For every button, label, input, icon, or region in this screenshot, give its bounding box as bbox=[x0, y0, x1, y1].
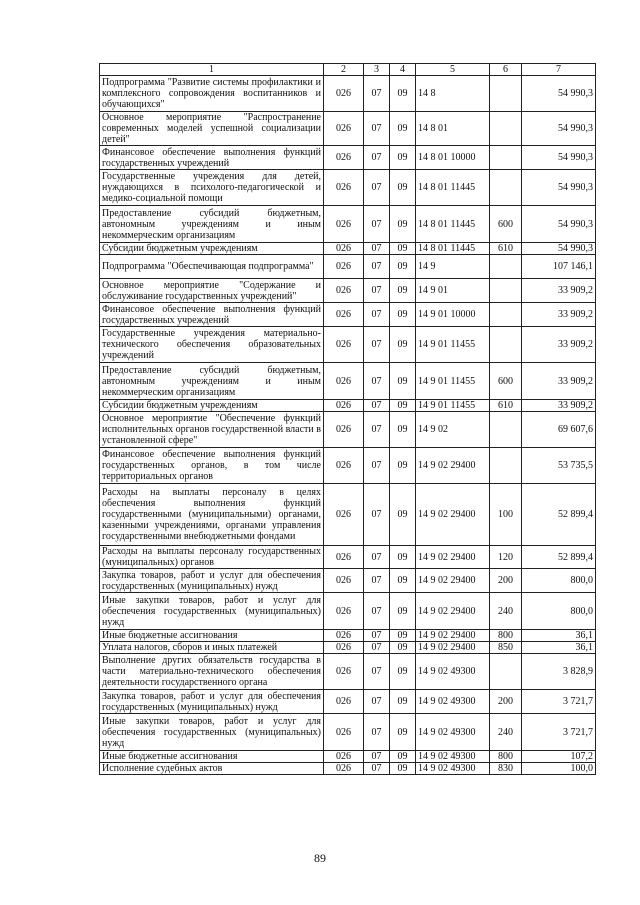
row-name: Государственные учреждения материально-технического обеспечения образовательных учреждений bbox=[100, 327, 324, 363]
table-row bbox=[100, 630, 596, 642]
subsection-code: 09 bbox=[390, 112, 416, 146]
ministry-code: 026 bbox=[324, 546, 364, 569]
section-code: 07 bbox=[364, 630, 390, 642]
expense-kind-code bbox=[490, 654, 522, 690]
row-name: Закупка товаров, работ и услуг для обеспечения государственных (муниципальных) нужд bbox=[100, 569, 324, 593]
expense-kind-code bbox=[490, 303, 522, 327]
row-name: Исполнение судебных актов bbox=[100, 763, 324, 775]
expense-kind-code bbox=[490, 255, 522, 279]
expense-kind-code bbox=[490, 112, 522, 146]
table-row bbox=[100, 412, 596, 448]
column-header: 2 bbox=[324, 64, 364, 76]
subsection-code: 09 bbox=[390, 206, 416, 243]
subsection-code: 09 bbox=[390, 146, 416, 170]
expense-kind-code: 610 bbox=[490, 243, 522, 255]
subsection-code: 09 bbox=[390, 327, 416, 363]
subsection-code: 09 bbox=[390, 751, 416, 763]
ministry-code: 026 bbox=[324, 243, 364, 255]
expense-kind-code bbox=[490, 170, 522, 206]
row-name: Финансовое обеспечение выполнения функций государственных учреждений bbox=[100, 303, 324, 327]
table-header bbox=[100, 64, 596, 76]
table-row bbox=[100, 448, 596, 484]
target-article-code: 14 8 bbox=[416, 76, 490, 112]
amount-value: 54 990,3 bbox=[522, 76, 596, 112]
section-code: 07 bbox=[364, 763, 390, 775]
amount-value: 54 990,3 bbox=[522, 206, 596, 243]
amount-value: 54 990,3 bbox=[522, 112, 596, 146]
amount-value: 54 990,3 bbox=[522, 170, 596, 206]
row-name: Иные бюджетные ассигнования bbox=[100, 751, 324, 763]
row-name: Иные бюджетные ассигнования bbox=[100, 630, 324, 642]
row-name: Подпрограмма "Обеспечивающая подпрограмма" bbox=[100, 255, 324, 279]
ministry-code: 026 bbox=[324, 400, 364, 412]
amount-value: 33 909,2 bbox=[522, 279, 596, 303]
amount-value: 53 735,5 bbox=[522, 448, 596, 484]
subsection-code: 09 bbox=[390, 255, 416, 279]
column-header: 5 bbox=[416, 64, 490, 76]
row-name: Выполнение других обязательств государства в части материально-технического обеспечения деятельности государственного органа bbox=[100, 654, 324, 690]
section-code: 07 bbox=[364, 243, 390, 255]
section-code: 07 bbox=[364, 484, 390, 546]
expense-kind-code: 200 bbox=[490, 569, 522, 593]
subsection-code: 09 bbox=[390, 412, 416, 448]
table-row bbox=[100, 279, 596, 303]
header-row bbox=[100, 64, 596, 76]
ministry-code: 026 bbox=[324, 714, 364, 751]
subsection-code: 09 bbox=[390, 279, 416, 303]
table-row bbox=[100, 484, 596, 546]
row-name: Предоставление субсидий бюджетным, автономным учреждениям и иным некоммерческим организациям bbox=[100, 363, 324, 400]
ministry-code: 026 bbox=[324, 642, 364, 654]
amount-value: 800,0 bbox=[522, 593, 596, 630]
section-code: 07 bbox=[364, 654, 390, 690]
target-article-code: 14 9 02 49300 bbox=[416, 751, 490, 763]
target-article-code: 14 9 02 49300 bbox=[416, 654, 490, 690]
subsection-code: 09 bbox=[390, 243, 416, 255]
subsection-code: 09 bbox=[390, 303, 416, 327]
section-code: 07 bbox=[364, 593, 390, 630]
ministry-code: 026 bbox=[324, 763, 364, 775]
amount-value: 36,1 bbox=[522, 642, 596, 654]
subsection-code: 09 bbox=[390, 763, 416, 775]
row-name: Основное мероприятие "Содержание и обслуживание государственных учреждений" bbox=[100, 279, 324, 303]
target-article-code: 14 9 02 29400 bbox=[416, 569, 490, 593]
ministry-code: 026 bbox=[324, 112, 364, 146]
ministry-code: 026 bbox=[324, 327, 364, 363]
amount-value: 3 721,7 bbox=[522, 690, 596, 714]
row-name: Финансовое обеспечение выполнения функций государственных органов, в том числе территориальных органов bbox=[100, 448, 324, 484]
expense-kind-code: 200 bbox=[490, 690, 522, 714]
target-article-code: 14 9 02 29400 bbox=[416, 593, 490, 630]
section-code: 07 bbox=[364, 279, 390, 303]
section-code: 07 bbox=[364, 642, 390, 654]
table-row bbox=[100, 763, 596, 775]
ministry-code: 026 bbox=[324, 654, 364, 690]
target-article-code: 14 9 02 29400 bbox=[416, 642, 490, 654]
expense-kind-code: 800 bbox=[490, 630, 522, 642]
row-name: Основное мероприятие "Распространение современных моделей успешной социализации детей" bbox=[100, 112, 324, 146]
section-code: 07 bbox=[364, 255, 390, 279]
table-row bbox=[100, 206, 596, 243]
subsection-code: 09 bbox=[390, 400, 416, 412]
table-row bbox=[100, 654, 596, 690]
amount-value: 36,1 bbox=[522, 630, 596, 642]
table-row bbox=[100, 327, 596, 363]
target-article-code: 14 8 01 bbox=[416, 112, 490, 146]
row-name: Расходы на выплаты персоналу в целях обеспечения выполнения функций государственными (муниципальными) органами, казенными учреждениями, органами управления государственными внебюджетными фондами bbox=[100, 484, 324, 546]
ministry-code: 026 bbox=[324, 448, 364, 484]
amount-value: 33 909,2 bbox=[522, 363, 596, 400]
amount-value: 3 828,9 bbox=[522, 654, 596, 690]
target-article-code: 14 8 01 11445 bbox=[416, 243, 490, 255]
expense-kind-code: 120 bbox=[490, 546, 522, 569]
column-header: 3 bbox=[364, 64, 390, 76]
expense-kind-code bbox=[490, 279, 522, 303]
expense-kind-code: 100 bbox=[490, 484, 522, 546]
ministry-code: 026 bbox=[324, 569, 364, 593]
amount-value: 3 721,7 bbox=[522, 714, 596, 751]
column-header: 4 bbox=[390, 64, 416, 76]
subsection-code: 09 bbox=[390, 593, 416, 630]
column-header: 6 bbox=[490, 64, 522, 76]
section-code: 07 bbox=[364, 412, 390, 448]
table-row bbox=[100, 400, 596, 412]
subsection-code: 09 bbox=[390, 630, 416, 642]
subsection-code: 09 bbox=[390, 546, 416, 569]
target-article-code: 14 9 01 11455 bbox=[416, 400, 490, 412]
target-article-code: 14 9 02 49300 bbox=[416, 714, 490, 751]
section-code: 07 bbox=[364, 112, 390, 146]
ministry-code: 026 bbox=[324, 751, 364, 763]
subsection-code: 09 bbox=[390, 170, 416, 206]
subsection-code: 09 bbox=[390, 690, 416, 714]
target-article-code: 14 9 bbox=[416, 255, 490, 279]
amount-value: 33 909,2 bbox=[522, 303, 596, 327]
section-code: 07 bbox=[364, 327, 390, 363]
expense-kind-code: 850 bbox=[490, 642, 522, 654]
target-article-code: 14 9 01 10000 bbox=[416, 303, 490, 327]
row-name: Закупка товаров, работ и услуг для обеспечения государственных (муниципальных) нужд bbox=[100, 690, 324, 714]
expense-kind-code: 240 bbox=[490, 714, 522, 751]
ministry-code: 026 bbox=[324, 484, 364, 546]
amount-value: 54 990,3 bbox=[522, 243, 596, 255]
section-code: 07 bbox=[364, 146, 390, 170]
row-name: Основное мероприятие "Обеспечение функций исполнительных органов государственной власти в установленной сфере" bbox=[100, 412, 324, 448]
expense-kind-code: 240 bbox=[490, 593, 522, 630]
table-row bbox=[100, 714, 596, 751]
amount-value: 107 146,1 bbox=[522, 255, 596, 279]
table-row bbox=[100, 76, 596, 112]
target-article-code: 14 8 01 11445 bbox=[416, 170, 490, 206]
table-body bbox=[100, 76, 596, 775]
expense-kind-code bbox=[490, 327, 522, 363]
expense-kind-code: 600 bbox=[490, 206, 522, 243]
table-row bbox=[100, 243, 596, 255]
amount-value: 33 909,2 bbox=[522, 327, 596, 363]
ministry-code: 026 bbox=[324, 76, 364, 112]
section-code: 07 bbox=[364, 76, 390, 112]
target-article-code: 14 8 01 11445 bbox=[416, 206, 490, 243]
target-article-code: 14 9 02 49300 bbox=[416, 690, 490, 714]
section-code: 07 bbox=[364, 448, 390, 484]
ministry-code: 026 bbox=[324, 303, 364, 327]
table-row bbox=[100, 170, 596, 206]
table-row bbox=[100, 569, 596, 593]
table-row bbox=[100, 146, 596, 170]
amount-value: 54 990,3 bbox=[522, 146, 596, 170]
expense-kind-code: 600 bbox=[490, 363, 522, 400]
subsection-code: 09 bbox=[390, 569, 416, 593]
section-code: 07 bbox=[364, 206, 390, 243]
subsection-code: 09 bbox=[390, 714, 416, 751]
table-row bbox=[100, 751, 596, 763]
amount-value: 52 899,4 bbox=[522, 484, 596, 546]
table-row bbox=[100, 303, 596, 327]
section-code: 07 bbox=[364, 690, 390, 714]
ministry-code: 026 bbox=[324, 690, 364, 714]
section-code: 07 bbox=[364, 303, 390, 327]
target-article-code: 14 9 02 29400 bbox=[416, 484, 490, 546]
expense-kind-code: 610 bbox=[490, 400, 522, 412]
section-code: 07 bbox=[364, 751, 390, 763]
expense-kind-code: 830 bbox=[490, 763, 522, 775]
amount-value: 52 899,4 bbox=[522, 546, 596, 569]
subsection-code: 09 bbox=[390, 363, 416, 400]
table-row bbox=[100, 112, 596, 146]
ministry-code: 026 bbox=[324, 363, 364, 400]
row-name: Подпрограмма "Развитие системы профилактики и комплексного сопровождения воспитанников и обучающихся" bbox=[100, 76, 324, 112]
target-article-code: 14 9 02 29400 bbox=[416, 448, 490, 484]
subsection-code: 09 bbox=[390, 654, 416, 690]
row-name: Иные закупки товаров, работ и услуг для обеспечения государственных (муниципальных) нужд bbox=[100, 593, 324, 630]
row-name: Расходы на выплаты персоналу государственных (муниципальных) органов bbox=[100, 546, 324, 569]
row-name: Субсидии бюджетным учреждениям bbox=[100, 243, 324, 255]
subsection-code: 09 bbox=[390, 484, 416, 546]
target-article-code: 14 8 01 10000 bbox=[416, 146, 490, 170]
page-number: 89 bbox=[314, 851, 326, 865]
expense-kind-code bbox=[490, 412, 522, 448]
table-row bbox=[100, 593, 596, 630]
section-code: 07 bbox=[364, 546, 390, 569]
table-row bbox=[100, 546, 596, 569]
target-article-code: 14 9 01 11455 bbox=[416, 363, 490, 400]
row-name: Финансовое обеспечение выполнения функций государственных учреждений bbox=[100, 146, 324, 170]
row-name: Государственные учреждения для детей, нуждающихся в психолого-педагогической и медико-социальной помощи bbox=[100, 170, 324, 206]
section-code: 07 bbox=[364, 714, 390, 751]
subsection-code: 09 bbox=[390, 642, 416, 654]
target-article-code: 14 9 02 49300 bbox=[416, 763, 490, 775]
amount-value: 107,2 bbox=[522, 751, 596, 763]
table-row bbox=[100, 255, 596, 279]
column-header: 1 bbox=[100, 64, 324, 76]
amount-value: 100,0 bbox=[522, 763, 596, 775]
row-name: Уплата налогов, сборов и иных платежей bbox=[100, 642, 324, 654]
expense-kind-code bbox=[490, 146, 522, 170]
ministry-code: 026 bbox=[324, 255, 364, 279]
expense-kind-code bbox=[490, 76, 522, 112]
expense-kind-code bbox=[490, 448, 522, 484]
ministry-code: 026 bbox=[324, 630, 364, 642]
section-code: 07 bbox=[364, 400, 390, 412]
expense-kind-code: 800 bbox=[490, 751, 522, 763]
amount-value: 800,0 bbox=[522, 569, 596, 593]
table-row bbox=[100, 690, 596, 714]
ministry-code: 026 bbox=[324, 206, 364, 243]
ministry-code: 026 bbox=[324, 279, 364, 303]
target-article-code: 14 9 02 29400 bbox=[416, 546, 490, 569]
ministry-code: 026 bbox=[324, 593, 364, 630]
table-row bbox=[100, 642, 596, 654]
target-article-code: 14 9 01 bbox=[416, 279, 490, 303]
target-article-code: 14 9 01 11455 bbox=[416, 327, 490, 363]
section-code: 07 bbox=[364, 363, 390, 400]
amount-value: 33 909,2 bbox=[522, 400, 596, 412]
ministry-code: 026 bbox=[324, 412, 364, 448]
ministry-code: 026 bbox=[324, 170, 364, 206]
column-header: 7 bbox=[522, 64, 596, 76]
target-article-code: 14 9 02 bbox=[416, 412, 490, 448]
table-row bbox=[100, 363, 596, 400]
row-name: Иные закупки товаров, работ и услуг для обеспечения государственных (муниципальных) нужд bbox=[100, 714, 324, 751]
budget-table bbox=[99, 63, 596, 775]
amount-value: 69 607,6 bbox=[522, 412, 596, 448]
section-code: 07 bbox=[364, 569, 390, 593]
subsection-code: 09 bbox=[390, 448, 416, 484]
section-code: 07 bbox=[364, 170, 390, 206]
ministry-code: 026 bbox=[324, 146, 364, 170]
row-name: Предоставление субсидий бюджетным, автономным учреждениям и иным некоммерческим организациям bbox=[100, 206, 324, 243]
row-name: Субсидии бюджетным учреждениям bbox=[100, 400, 324, 412]
target-article-code: 14 9 02 29400 bbox=[416, 630, 490, 642]
subsection-code: 09 bbox=[390, 76, 416, 112]
